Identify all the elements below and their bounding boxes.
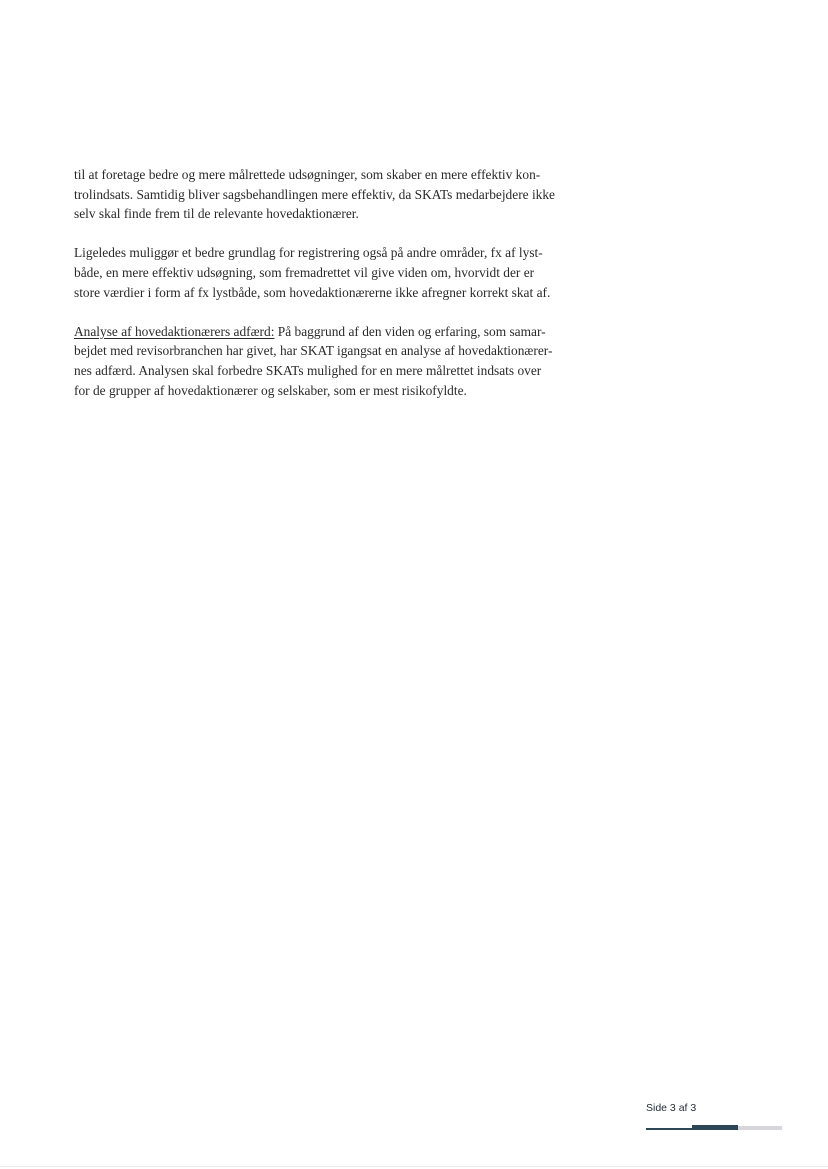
footer-bar-thick-segment <box>692 1125 738 1130</box>
page-number: Side 3 af 3 <box>646 1102 697 1114</box>
text-line: bejdet med revisorbranchen har givet, har SKAT igangsat en analyse af hovedaktionærer- <box>74 343 553 359</box>
footer-decorative-bar <box>646 1125 782 1131</box>
body-text <box>74 165 614 420</box>
footer-bar-light-segment <box>738 1126 782 1130</box>
text-line: for de grupper af hovedaktionærer og selskaber, som er mest risikofyldte. <box>74 382 467 398</box>
section-heading-inline: Analyse af hovedaktionærers adfærd: <box>74 323 275 339</box>
page-bottom-edge <box>0 1166 828 1167</box>
text-line: nes adfærd. Analysen skal forbedre SKATs mulighed for en mere målrettet indsats over <box>74 362 542 378</box>
text-line <box>74 322 614 342</box>
footer-bar-thin-segment <box>646 1128 692 1130</box>
text-line: til at foretage bedre og mere målrettede udsøgninger, som skaber en mere effektiv kon- <box>74 167 541 182</box>
text-line: Ligeledes muliggør et bedre grundlag for registrering også på andre områder, fx af lyst- <box>74 245 543 261</box>
paragraph-1 <box>74 165 614 224</box>
text-line: store værdier i form af fx lystbåde, som hovedaktionærerne ikke afregner korrekt skat af. <box>74 284 551 300</box>
paragraph-2 <box>74 243 614 302</box>
text-line: både, en mere effektiv udsøgning, som fremadrettet vil give viden om, hvorvidt der er <box>74 264 535 280</box>
text-line: selv skal finde frem til de relevante hovedaktionærer. <box>74 206 359 222</box>
paragraph-3 <box>74 322 614 400</box>
text-line-rest: På baggrund af den viden og erfaring, som samar- <box>274 323 546 339</box>
text-line: trolindsats. Samtidig bliver sagsbehandlingen mere effektiv, da SKATs medarbejdere ikke <box>74 186 556 202</box>
